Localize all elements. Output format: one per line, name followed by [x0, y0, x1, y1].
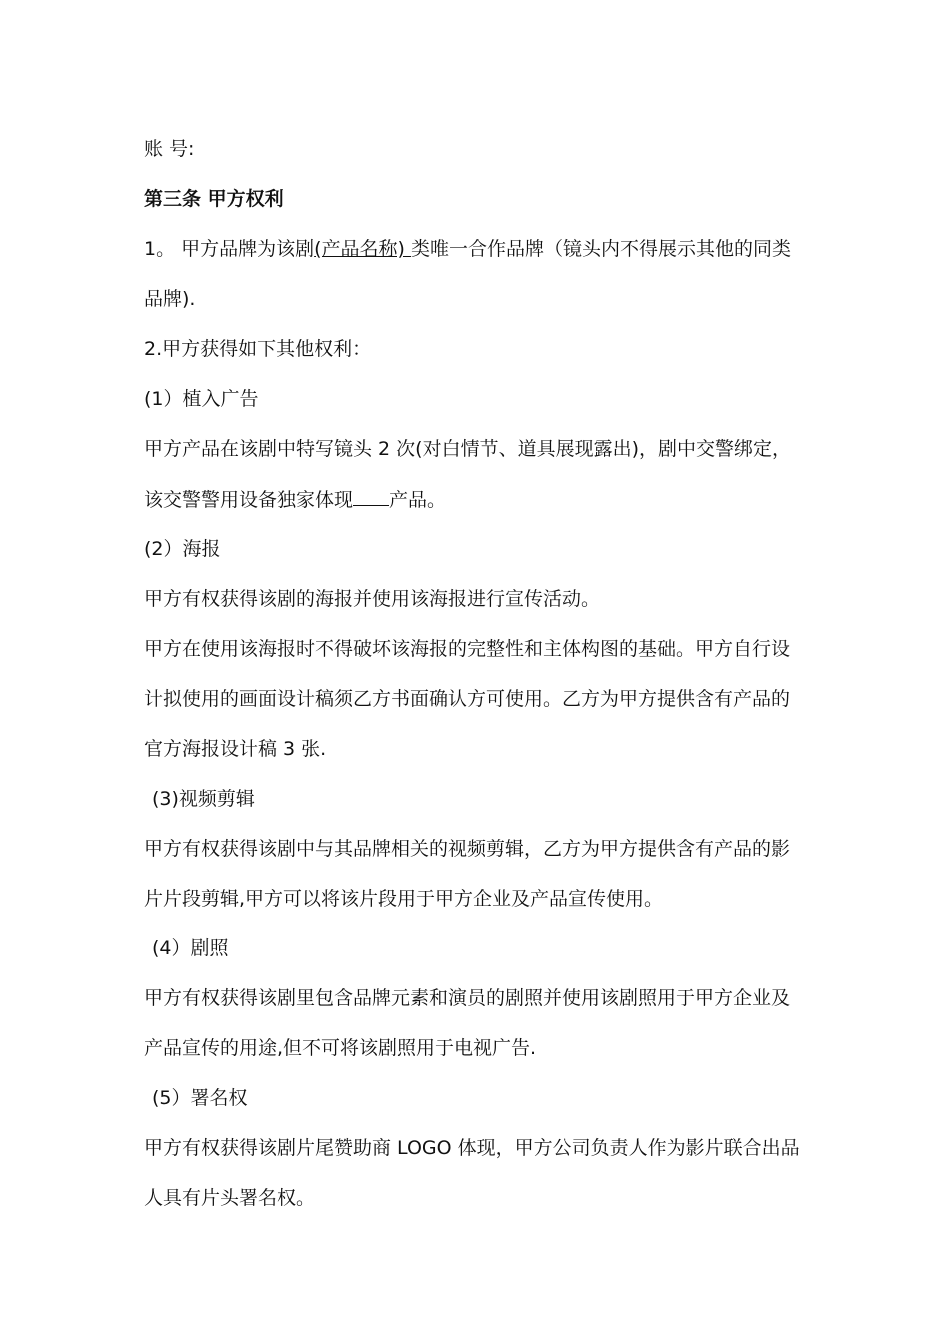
poster-title: (2）海报 — [144, 538, 221, 560]
product-blank — [353, 486, 389, 506]
video-title: (3)视频剪辑 — [152, 788, 255, 810]
stills-line-1: 甲方有权获得该剧里包含品牌元素和演员的剧照并使用该剧照用于甲方企业及 — [144, 987, 791, 1009]
placement-line-2-prefix: 该交警警用设备独家体现 — [144, 489, 354, 511]
item-1-suffix: 类唯一合作品牌（镜头内不得展示其他的同类 — [411, 238, 792, 260]
item-1-line-2: 品牌). — [144, 288, 196, 310]
product-name-placeholder: (产品名称) — [314, 238, 412, 260]
poster-line-1: 甲方有权获得该剧的海报并使用该海报进行宣传活动。 — [144, 588, 601, 610]
stills-line-2: 产品宣传的用途,但不可将该剧照用于电视广告. — [144, 1037, 537, 1059]
item-1-prefix: 1。 甲方品牌为该剧 — [144, 238, 315, 260]
stills-title: (4）剧照 — [152, 937, 229, 959]
video-line-1: 甲方有权获得该剧中与其品牌相关的视频剪辑，乙方为甲方提供含有产品的影 — [144, 838, 791, 860]
poster-line-4: 官方海报设计稿 3 张. — [144, 738, 327, 760]
credit-title: (5）署名权 — [152, 1087, 248, 1109]
video-line-2: 片片段剪辑,甲方可以将该片段用于甲方企业及产品宣传使用。 — [144, 888, 664, 910]
poster-line-3: 计拟使用的画面设计稿须乙方书面确认方可使用。乙方为甲方提供含有产品的 — [144, 688, 791, 710]
credit-line-1: 甲方有权获得该剧片尾赞助商 LOGO 体现，甲方公司负责人作为影片联合出品 — [144, 1137, 800, 1159]
placement-title: (1）植入广告 — [144, 388, 259, 410]
account-label: 账 号: — [144, 138, 195, 160]
placement-line-2-suffix: 产品。 — [389, 489, 447, 511]
article-heading: 第三条 甲方权利 — [144, 188, 284, 210]
item-1-line-1 — [144, 236, 814, 262]
placement-line-1: 甲方产品在该剧中特写镜头 2 次(对白情节、道具展现露出)，剧中交警绑定， — [144, 438, 791, 460]
placement-line-2 — [144, 486, 814, 513]
credit-line-2: 人具有片头署名权。 — [144, 1187, 316, 1209]
item-2-intro: 2.甲方获得如下其他权利： — [144, 338, 372, 360]
poster-line-2: 甲方在使用该海报时不得破坏该海报的完整性和主体构图的基础。甲方自行设 — [144, 638, 791, 660]
